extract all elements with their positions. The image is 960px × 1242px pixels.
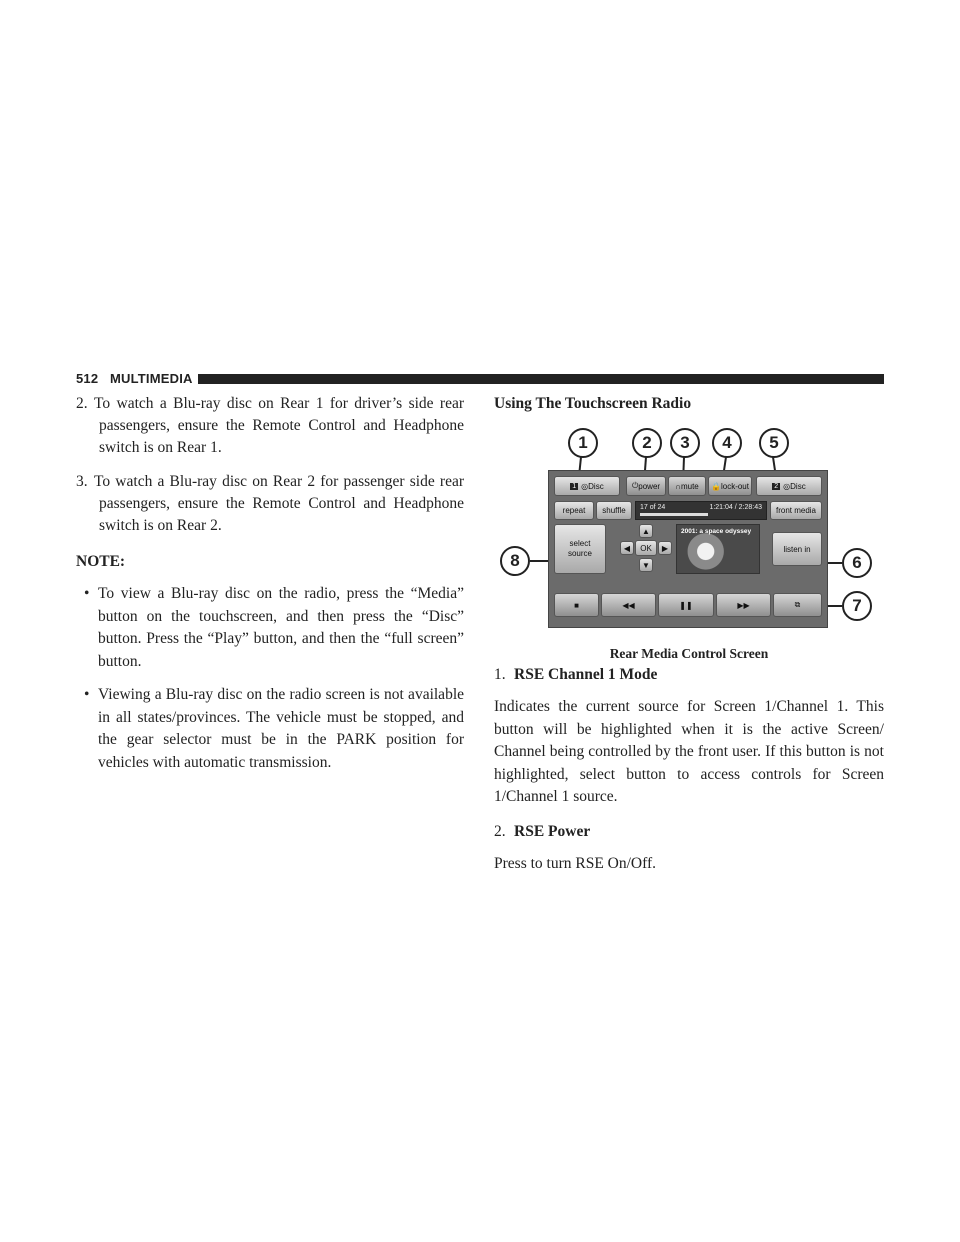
right-column (494, 393, 884, 415)
ch1-disc-button[interactable] (554, 476, 620, 496)
bullet-text: To view a Blu-ray disc on the radio, press the “Media” button on the touchscreen, and then press the “Disc” button. Press the “Play” button, and then the “full screen” button. (98, 585, 464, 670)
note-label: NOTE: (76, 553, 126, 570)
item-body: Indicates the current source for Screen 1/Channel 1. This button will be highlighted when it is the active Screen/ Channel being controlled by the front user. If this button is not highlighted, select button to access controls for Screen 1/Channel 1 source. (494, 698, 884, 805)
disc-icon: ◎ (783, 481, 791, 491)
ch2-disc-button[interactable] (756, 476, 822, 496)
item-title (494, 821, 884, 843)
lockout-button[interactable] (708, 476, 752, 496)
page-header (76, 372, 884, 386)
figure-caption: Rear Media Control Screen (609, 646, 769, 661)
disc-icon: ◎ (581, 481, 589, 491)
front-media-button[interactable]: front media (770, 501, 822, 520)
track-time: 1:21:04 / 2:28:43 (709, 504, 762, 511)
note-bullet (76, 684, 464, 774)
right-arrow-icon[interactable]: ▶ (658, 541, 672, 555)
item-number: 2. (494, 822, 506, 840)
lockout-label: lock-out (720, 481, 749, 491)
callout-1: 1 (568, 428, 598, 458)
pause-icon[interactable]: ❚❚ (658, 593, 714, 617)
ok-button[interactable]: OK (635, 540, 657, 556)
track-progress (635, 501, 767, 520)
headphone-icon: ∩ (675, 481, 681, 491)
rear-media-screen (548, 470, 828, 628)
power-icon: ⏻ (631, 481, 639, 490)
callout-7: 7 (842, 591, 872, 621)
left-arrow-icon[interactable]: ◀ (620, 541, 634, 555)
step-item (76, 393, 464, 459)
step-number: 3. (76, 473, 88, 490)
callout-5: 5 (759, 428, 789, 458)
rear-media-figure (494, 424, 884, 664)
ch2-badge: 2 (774, 482, 779, 490)
repeat-button[interactable]: repeat (554, 501, 594, 520)
item-title (494, 664, 884, 686)
mute-label: mute (680, 481, 699, 491)
step-item (76, 471, 464, 537)
left-column (76, 393, 464, 785)
header-rule (198, 374, 884, 384)
next-icon[interactable]: ▶▶ (716, 593, 771, 617)
callout-8: 8 (500, 546, 530, 576)
full-screen-icon[interactable]: ⧉ (773, 593, 822, 617)
item-title-text: RSE Power (514, 822, 591, 840)
callout-6: 6 (842, 548, 872, 578)
mute-button[interactable] (668, 476, 706, 496)
bullet-dot: • (84, 686, 90, 703)
step-text: To watch a Blu-ray disc on Rear 1 for driver’s side rear passengers, ensure the Remote Control and Headphone switch is on Rear 1. (94, 395, 464, 456)
stop-icon[interactable]: ■ (554, 593, 599, 617)
select-source-button[interactable]: select source (554, 524, 606, 574)
step-number: 2. (76, 395, 88, 412)
previous-icon[interactable]: ◀◀ (601, 593, 656, 617)
up-arrow-icon[interactable]: ▲ (639, 524, 653, 538)
bullet-dot: • (84, 585, 90, 602)
ch1-badge: 1 (572, 482, 577, 490)
item-number: 1. (494, 666, 506, 683)
callout-3: 3 (670, 428, 700, 458)
ch2-label: Disc (790, 481, 806, 491)
progress-fill (640, 513, 708, 516)
bullet-text: Viewing a Blu-ray disc on the radio screen is not available in all states/provinces. The vehicle must be stopped, and the gear selector must be in the PARK position for vehicles with automatic transmission. (98, 686, 464, 771)
power-button[interactable] (626, 476, 666, 496)
note-bullet (76, 583, 464, 673)
power-label: power (638, 481, 661, 491)
item-body: Press to turn RSE On/Off. (494, 854, 657, 872)
section-name: MULTIMEDIA (110, 371, 193, 386)
callout-4: 4 (712, 428, 742, 458)
item-title-text: RSE Channel 1 Mode (514, 666, 658, 683)
album-art (676, 524, 760, 574)
callout-2: 2 (632, 428, 662, 458)
section-heading: Using The Touchscreen Radio (494, 395, 692, 412)
step-text: To watch a Blu-ray disc on Rear 2 for passenger side rear passengers, ensure the Remote Control and Headphone switch is on Rear 2. (94, 473, 464, 534)
shuffle-button[interactable]: shuffle (596, 501, 632, 520)
page-number: 512 (76, 371, 99, 386)
right-column-body (494, 664, 884, 887)
ch1-label: Disc (588, 481, 604, 491)
track-count: 17 of 24 (640, 504, 666, 511)
down-arrow-icon[interactable]: ▼ (639, 558, 653, 572)
art-title: 2001: a space odyssey (681, 528, 752, 535)
lock-icon: 🔒 (711, 481, 721, 491)
listen-in-button[interactable]: listen in (772, 532, 822, 566)
